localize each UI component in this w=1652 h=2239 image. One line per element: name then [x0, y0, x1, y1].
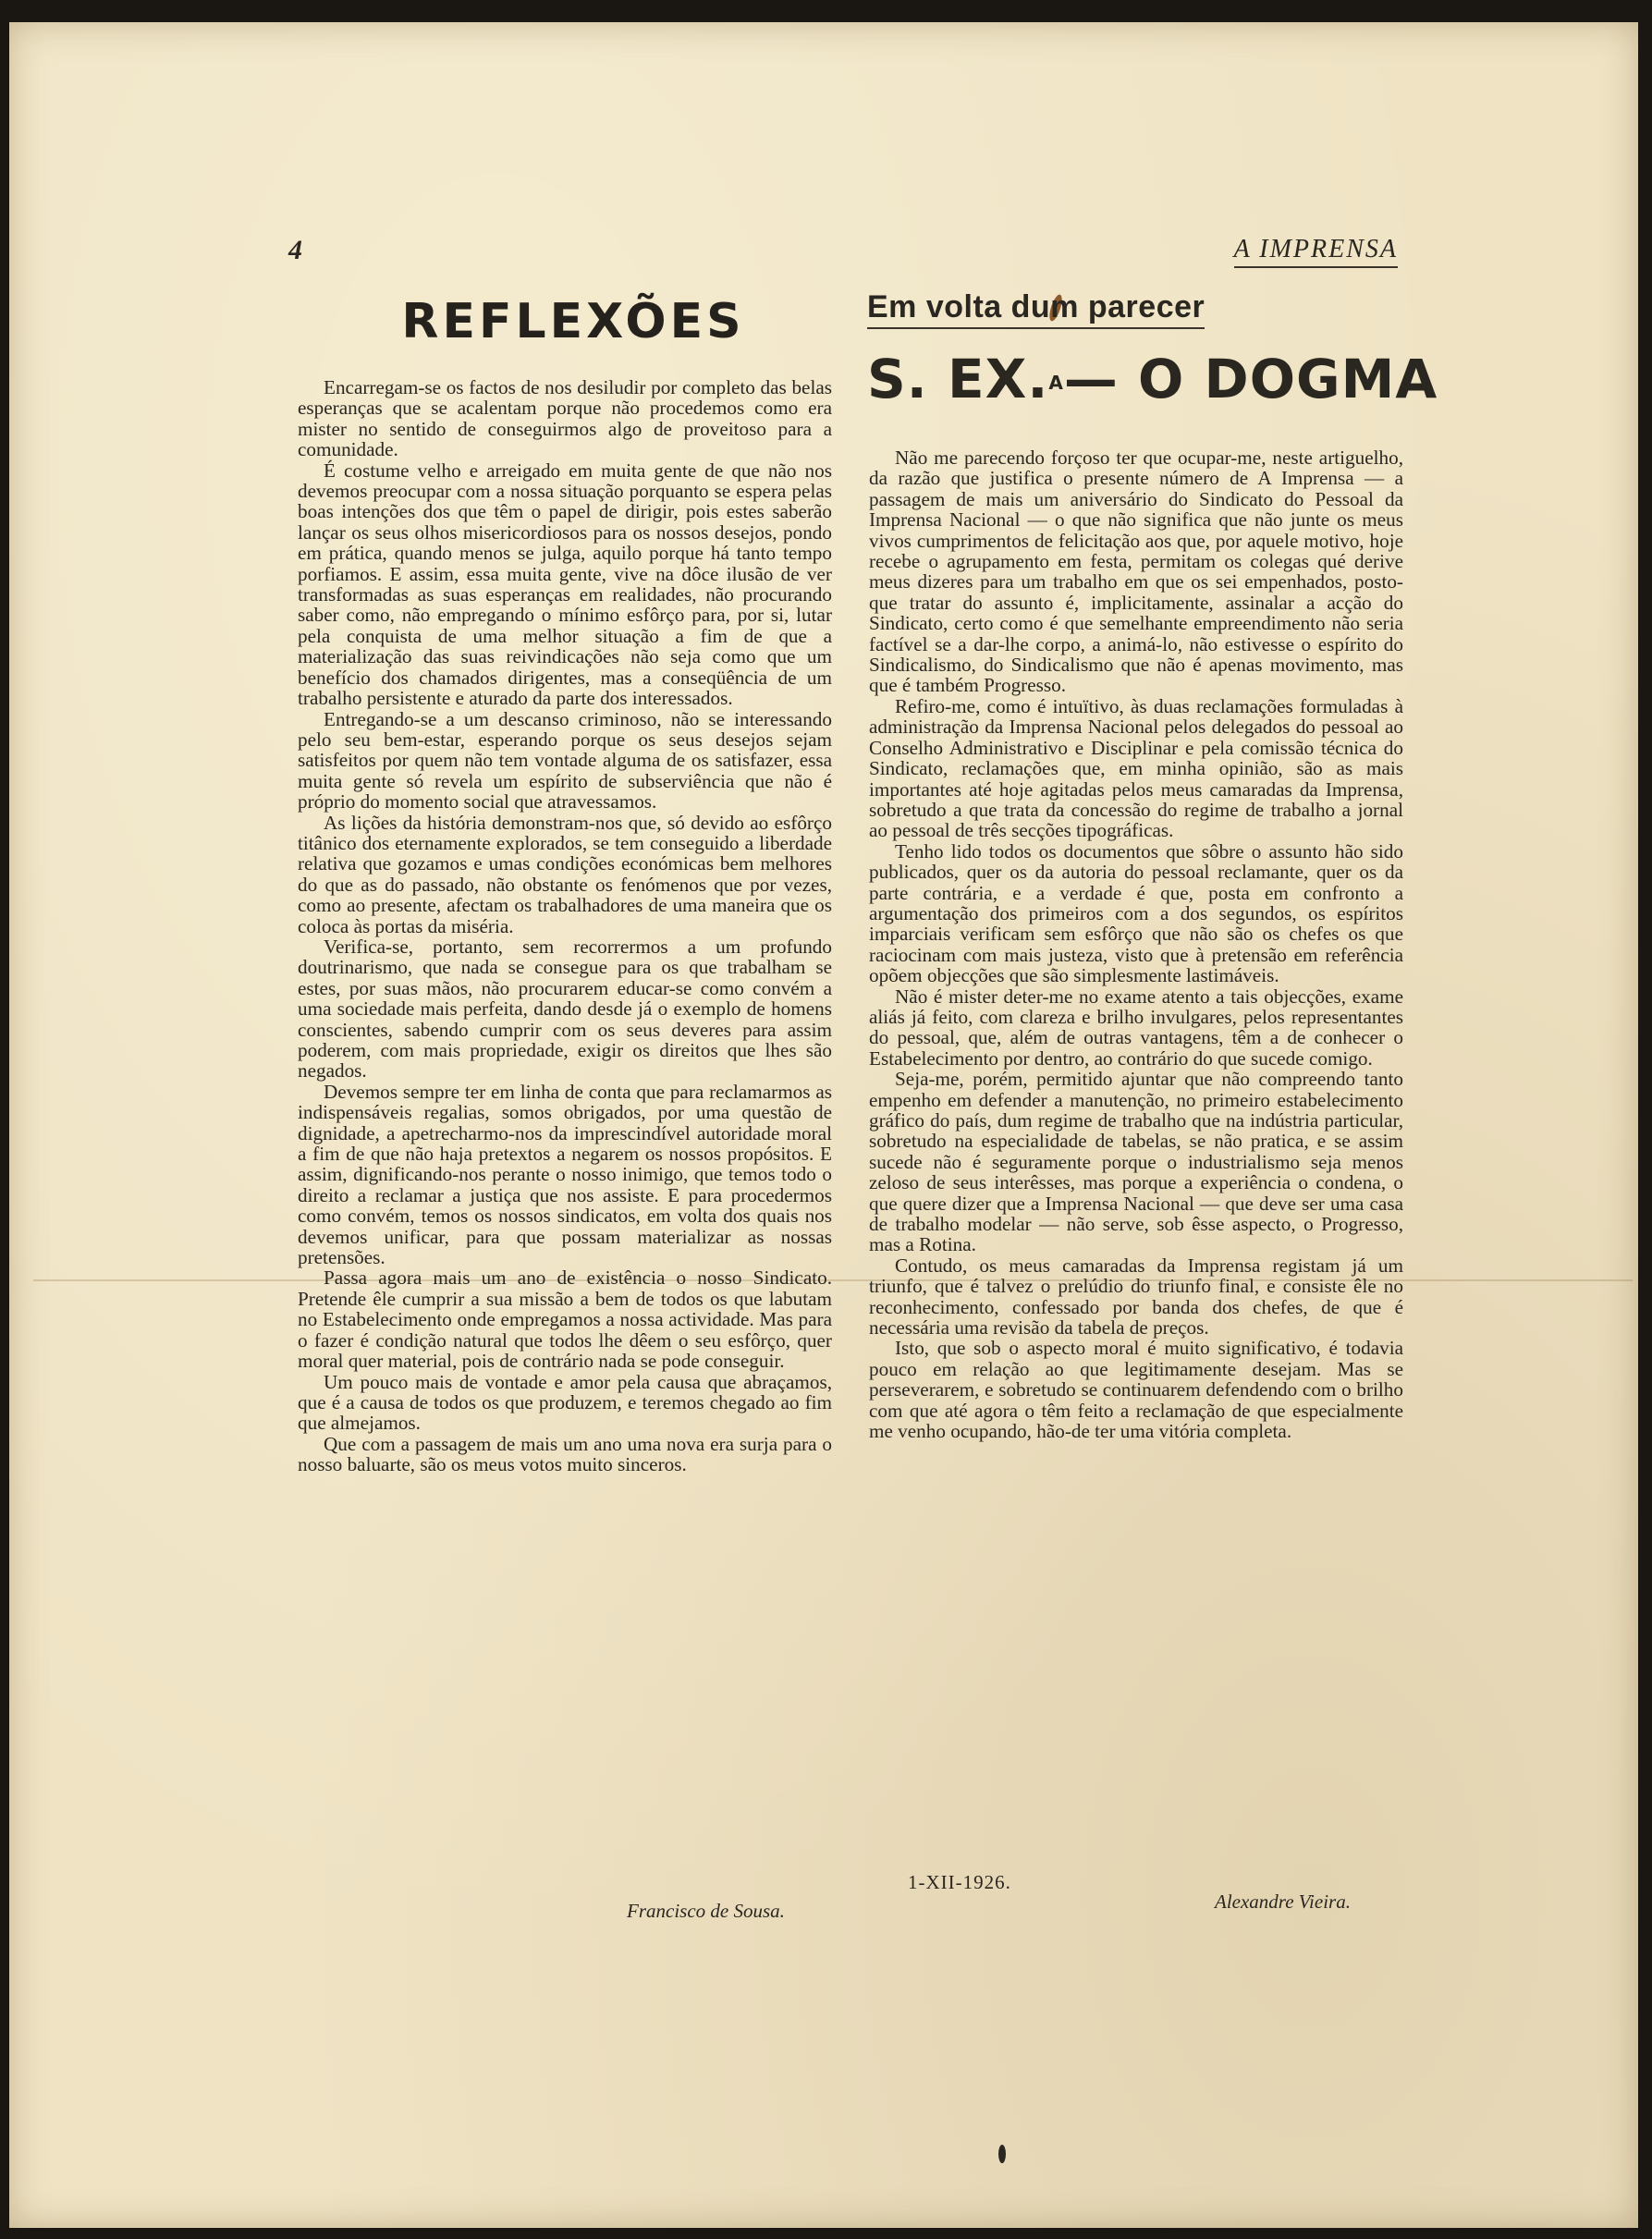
title-main: S. EX.	[867, 348, 1049, 410]
paragraph: Não é mister deter-me no exame atento a tais objecções, exame aliás já feito, com clareza e brilho invulgares, pelos representantes do pessoal, que, além de outras vantagens, têm a de conhecer o Estabelecimento por dentro, ao contrário do que sucede comigo.	[869, 985, 1403, 1070]
page-header	[288, 235, 1398, 272]
right-article-title	[867, 348, 1438, 410]
paragraph: Refiro-me, como é intuïtivo, às duas reclamações formuladas à administração da Imprensa Nacional pelos delegados do pessoal ao Conselho Administrativo e Disciplinar e pela comissão técnica do Sindicato, reclamações que, em minha opinião, são as mais importantes até hoje agitadas pelos meus camaradas da Imprensa, sobretudo a que trata da concessão do regime de trabalho a jornal ao pessoal de três secções tipográficas.	[869, 694, 1403, 842]
right-article-body	[869, 447, 1403, 1442]
right-article-subtitle: Em volta dum parecer	[867, 289, 1205, 329]
paragraph: Passa agora mais um ano de existência o nosso Sindicato. Pretende êle cumprir a sua missão a bem de todos os que labutam no Estabelecimento onde empregamos a nossa actividade. Mas para o fazer é condição natural que todos lhe dêem o seu esfôrço, quer moral quer material, pois de contrário nada se pode conseguir.	[298, 1266, 832, 1373]
paragraph: Não me parecendo forçoso ter que ocupar-me, neste artiguelho, da razão que justifica o presente número de A Imprensa — a passagem de mais um aniversário do Sindicato do Pessoal da Imprensa Nacional — o que não significa que não junte os meus vivos cumprimentos de felicitação aos que, por aquele motivo, hoje recebe o agrupamento em festa, permitam os colegas qué derive meus dizeres para um trabalho em que os sei empenhados, posto-que tratar do assunto é, implicitamente, assinalar a acção do Sindicato, certo como é que semelhante empreendimento não seria factível se a dar-lhe corpo, a animá-lo, não estivesse o espírito do Sindicalismo, do Sindicalismo que não é apenas movimento, mas que é também Progresso.	[869, 447, 1403, 697]
left-article-title: REFLEXÕES	[401, 294, 745, 349]
paragraph: Que com a passagem de mais um ano uma nova era surja para o nosso baluarte, são os meus votos muito sinceros.	[298, 1432, 832, 1476]
left-article-body	[298, 377, 832, 1475]
paragraph: Tenho lido todos os documentos que sôbre o assunto hão sido publicados, quer os da autoria do pessoal reclamante, quer os da parte contrária, e a verdade é que, posta em confronto a argumentação dos primeiros com a dos segundos, os espíritos imparciais verificam sem esfôrço que não são os chefes os que raciocinam com mais justeza, visto que à pretensão em referência opõem objecções que são simplesmente lastimáveis.	[869, 839, 1403, 987]
paragraph: Contudo, os meus camaradas da Imprensa registam já um triunfo, que é talvez o prelúdio do triunfo final, e consiste êle no reconhecimento, confessado por banda dos chefes, de que é necessária uma revisão da tabela de preços.	[869, 1254, 1403, 1340]
paragraph: Um pouco mais de vontade e amor pela causa que abraçamos, que é a causa de todos os que produzem, e teremos chegado ao fim que almejamos.	[298, 1370, 832, 1435]
paragraph: Encarregam-se os factos de nos desiludir por completo das belas esperanças que se acalentam porque não procedemos como era mister no sentido de conseguirmos algo de proveitoso para a comunidade.	[298, 376, 832, 461]
paragraph: Devemos sempre ter em linha de conta que para reclamarmos as indispensáveis regalias, somos obrigados, por uma questão de dignidade, a apetrecharmo-nos da imprescindível autoridade moral a fim de que não haja pretextos a negarem os nossos propósitos. E assim, dignificando-nos perante o nosso inimigo, que temos todo o direito a reclamar a justiça que nos assiste. E para procedermos como convém, temos os nossos sindicatos, em volta dos quais nos devemos unificar, para que possam materializar as nossas pretensões.	[298, 1080, 832, 1269]
title-superscript: A	[1048, 372, 1064, 394]
right-article-signature: Alexandre Vieira.	[1215, 1890, 1351, 1913]
paragraph: Isto, que sob o aspecto moral é muito significativo, é todavia pouco em relação ao que legitimamente desejam. Mas se perseverarem, e sobretudo se continuarem defendendo com o brilho com que até agora o têm feito a reclamação de que especialmente me venho ocupando, hão-de ter uma vitória completa.	[869, 1337, 1403, 1443]
paragraph: Verifica-se, portanto, sem recorrermos a um profundo doutrinarismo, que nada se consegue para os que trabalham se estes, por suas mãos, não procurarem educar-se como convém a uma sociedade mais perfeita, dando desde já o exemplo de homens conscientes, sabendo cumprir com os seus deveres para assim poderem, com mais propriedade, exigir os direitos que lhes são negados.	[298, 935, 832, 1083]
paragraph: As lições da história demonstram-nos que, só devido ao esfôrço titânico dos eternamente explorados, se tem conseguido a liberdade relativa que gozamos e umas condições económicas bem melhores do que as do passado, não obstante os fenómenos que por vezes, como ao presente, afectam os trabalhadores de uma maneira que os coloca às portas da miséria.	[298, 811, 832, 937]
ink-mark	[998, 2145, 1006, 2163]
paragraph: É costume velho e arreigado em muita gente de que não nos devemos preocupar com a nossa situação porquanto se espera pelas boas intenções dos que têm o papel de dirigir, pois estes saberão lançar os seus olhos misericordiosos para os nossos desejos, pondo em prática, quando menos se julga, aquilo porque há tanto tempo porfiamos. E assim, essa muita gente, vive na dôce ilusão de ver transformadas as suas esperanças em realidades, não procurando saber como, não empregando o mínimo esfôrço para, por si, lutar pela conquista de uma melhor situação a fim de que a materialização das suas reivindicações não seja como que um benefício dos chamados dirigentes, mas a conseqüência de um trabalho persistente e aturado da parte dos interessados.	[298, 459, 832, 710]
publication-title: A IMPRENSA	[1234, 235, 1398, 268]
page-number: 4	[288, 235, 302, 265]
title-rest: — O DOGMA	[1063, 348, 1438, 410]
left-article-signature: Francisco de Sousa.	[627, 1900, 785, 1922]
right-article-date: 1-XII-1926.	[908, 1871, 1011, 1893]
paragraph: Seja-me, porém, permitido ajuntar que não compreendo tanto empenho em defender a manutenção, no primeiro estabelecimento gráfico do país, dum regime de trabalho que na indústria particular, sobretudo na especialidade de tabelas, se não pratica, e se assim sucede não é seguramente porque o industrialismo seja menos zeloso de seus interêsses, mas porque a experiência o condena, o que quere dizer que a Imprensa Nacional — que deve ser uma casa de trabalho modelar — não serve, sob êsse aspecto, o Progresso, mas a Rotina.	[869, 1068, 1403, 1256]
paragraph: Entregando-se a um descanso criminoso, não se interessando pelo seu bem-estar, esperando porque os seus desejos sejam satisfeitos por quem não tem vontade alguma de os satisfazer, essa muita gente só revela um espírito de subserviência que não é próprio do momento social que atravessamos.	[298, 707, 832, 814]
